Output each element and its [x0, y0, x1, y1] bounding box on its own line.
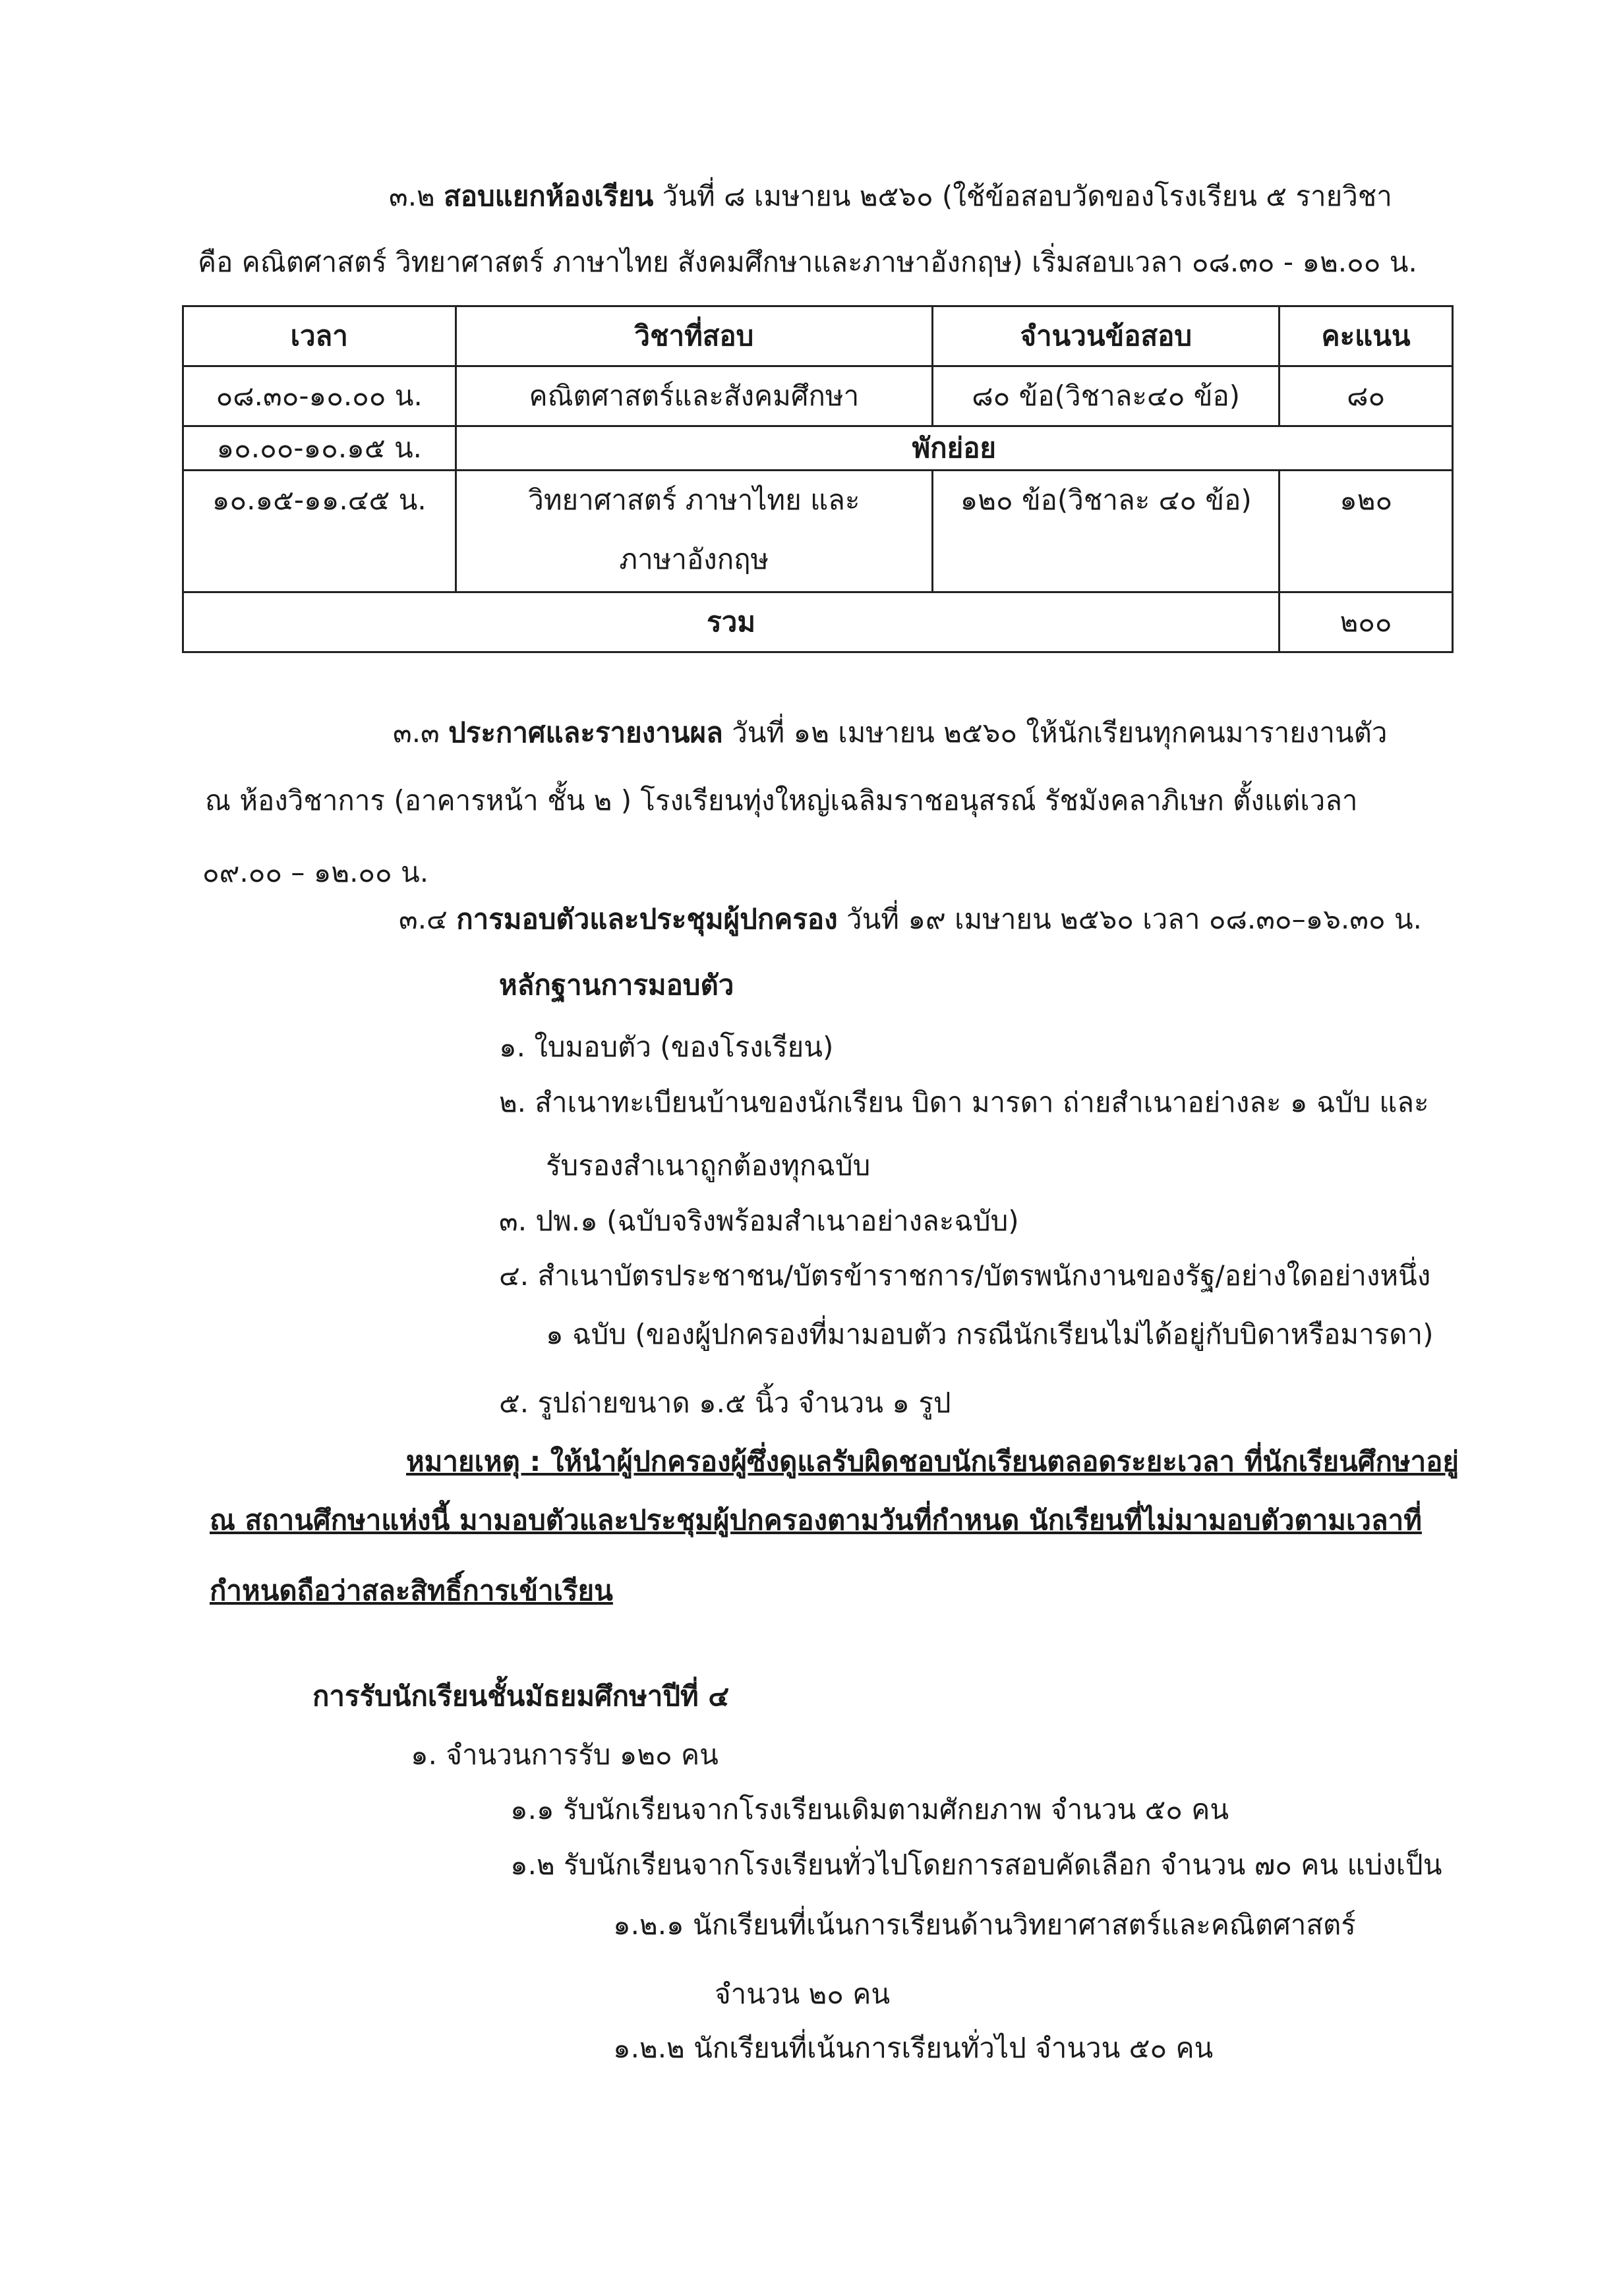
admission-title: การรับนักเรียนชั้นมัธยมศึกษาปีที่ ๔ — [312, 1680, 730, 1712]
list-item: ๒. สำเนาทะเบียนบ้านของนักเรียน บิดา มารดา ถ่ายสำเนาอย่างละ ๑ ฉบับ และ — [499, 1086, 1429, 1118]
header-items: จำนวนข้อสอบ — [933, 306, 1280, 366]
section-3-2-line1 — [389, 177, 1392, 216]
section-3-3-line3: ๐๙.๐๐ – ๑๒.๐๐ น. — [202, 856, 429, 888]
exam-schedule-table — [182, 305, 1454, 653]
subject-line: ภาษาอังกฤษ — [619, 543, 769, 575]
list-item: ๓. ปพ.๑ (ฉบับจริงพร้อมสำเนาอย่างละฉบับ) — [499, 1205, 1019, 1237]
cell-time: ๐๘.๓๐-๑๐.๐๐ น. — [183, 366, 456, 426]
admission-line: ๑.๑ รับนักเรียนจากโรงเรียนเดิมตามศักยภาพ จำนวน ๕๐ คน — [510, 1793, 1229, 1825]
list-item: ๔. สำเนาบัตรประชาชน/บัตรข้าราชการ/บัตรพนักงานของรัฐ/อย่างใดอย่างหนึ่ง — [499, 1259, 1431, 1292]
cell-items: ๘๐ ข้อ(วิชาละ๔๐ ข้อ) — [933, 366, 1280, 426]
admission-line: ๑.๒.๑ นักเรียนที่เน้นการเรียนด้านวิทยาศาสตร์และคณิตศาสตร์ — [613, 1909, 1356, 1941]
cell-break: พักย่อย — [456, 426, 1453, 471]
section-heading: การมอบตัวและประชุมผู้ปกครอง — [456, 903, 838, 935]
section-text: วันที่ ๘ เมษายน ๒๕๖๐ (ใช้ข้อสอบวัดของโรงเรียน ๕ รายวิชา — [662, 180, 1392, 212]
section-3-4-line1 — [399, 900, 1422, 939]
header-score: คะแนน — [1280, 306, 1453, 366]
section-number: ๓.๓ — [393, 716, 440, 749]
note-line: กำหนดถือว่าสละสิทธิ์การเข้าเรียน — [210, 1574, 613, 1607]
table-total-row — [183, 592, 1453, 652]
header-subject: วิชาที่สอบ — [456, 306, 933, 366]
section-3-3-line1 — [393, 713, 1388, 753]
admission-line: จำนวน ๒๐ คน — [715, 1978, 891, 2010]
section-number: ๓.๒ — [389, 180, 435, 212]
list-item-continued: รับรองสำเนาถูกต้องทุกฉบับ — [546, 1149, 871, 1182]
admission-line: ๑.๒.๒ นักเรียนที่เน้นการเรียนทั่วไป จำนวน ๕๐ คน — [613, 2032, 1214, 2064]
note-line: ณ สถานศึกษาแห่งนี้ มามอบตัวและประชุมผู้ปกครองตามวันที่กำหนด นักเรียนที่ไม่มามอบตัวตามเวลาที่ — [210, 1504, 1422, 1536]
total-label: รวม — [183, 592, 1280, 652]
section-3-3-line2: ณ ห้องวิชาการ (อาคารหน้า ชั้น ๒ ) โรงเรียนทุ่งใหญ่เฉลิมราชอนุสรณ์ รัชมังคลาภิเษก ตั้งแต่เวลา — [205, 784, 1358, 817]
note-line: หมายเหตุ : ให้นำผู้ปกครองผู้ซึ่งดูแลรับผิดชอบนักเรียนตลอดระยะเวลา ที่นักเรียนศึกษาอยู่ — [406, 1445, 1459, 1478]
total-score: ๒๐๐ — [1280, 592, 1453, 652]
evidence-title: หลักฐานการมอบตัว — [499, 969, 734, 1001]
cell-score: ๑๒๐ — [1280, 471, 1453, 592]
table-row — [183, 426, 1453, 471]
cell-subject: คณิตศาสตร์และสังคมศึกษา — [456, 366, 933, 426]
cell-time: ๑๐.๑๕-๑๑.๔๕ น. — [183, 471, 456, 592]
list-item: ๑. ใบมอบตัว (ของโรงเรียน) — [499, 1031, 834, 1063]
admission-line: ๑.๒ รับนักเรียนจากโรงเรียนทั่วไปโดยการสอบคัดเลือก จำนวน ๗๐ คน แบ่งเป็น — [510, 1849, 1442, 1881]
table-row — [183, 366, 1453, 426]
cell-items: ๑๒๐ ข้อ(วิชาละ ๔๐ ข้อ) — [933, 471, 1280, 592]
table-row — [183, 471, 1453, 592]
cell-time: ๑๐.๐๐-๑๐.๑๕ น. — [183, 426, 456, 471]
section-text: วันที่ ๑๙ เมษายน ๒๕๖๐ เวลา ๐๘.๓๐–๑๖.๓๐ น. — [846, 903, 1422, 935]
subject-line: วิทยาศาสตร์ ภาษาไทย และ — [528, 484, 860, 516]
section-3-2-line2: คือ คณิตศาสตร์ วิทยาศาสตร์ ภาษาไทย สังคมศึกษาและภาษาอังกฤษ) เริ่มสอบเวลา ๐๘.๓๐ - ๑๒.๐๐ น. — [198, 246, 1417, 278]
list-item-continued: ๑ ฉบับ (ของผู้ปกครองที่มามอบตัว กรณีนักเรียนไม่ได้อยู่กับบิดาหรือมารดา) — [546, 1318, 1434, 1350]
list-item: ๕. รูปถ่ายขนาด ๑.๕ นิ้ว จำนวน ๑ รูป — [499, 1387, 951, 1419]
admission-line: ๑. จำนวนการรับ ๑๒๐ คน — [411, 1738, 719, 1771]
section-heading: สอบแยกห้องเรียน — [444, 180, 654, 212]
section-text: วันที่ ๑๒ เมษายน ๒๕๖๐ ให้นักเรียนทุกคนมารายงานตัว — [732, 716, 1388, 749]
cell-subject — [456, 471, 933, 592]
section-heading: ประกาศและรายงานผล — [448, 716, 723, 749]
section-number: ๓.๔ — [399, 903, 448, 935]
cell-score: ๘๐ — [1280, 366, 1453, 426]
header-time: เวลา — [183, 306, 456, 366]
table-header-row — [183, 306, 1453, 366]
